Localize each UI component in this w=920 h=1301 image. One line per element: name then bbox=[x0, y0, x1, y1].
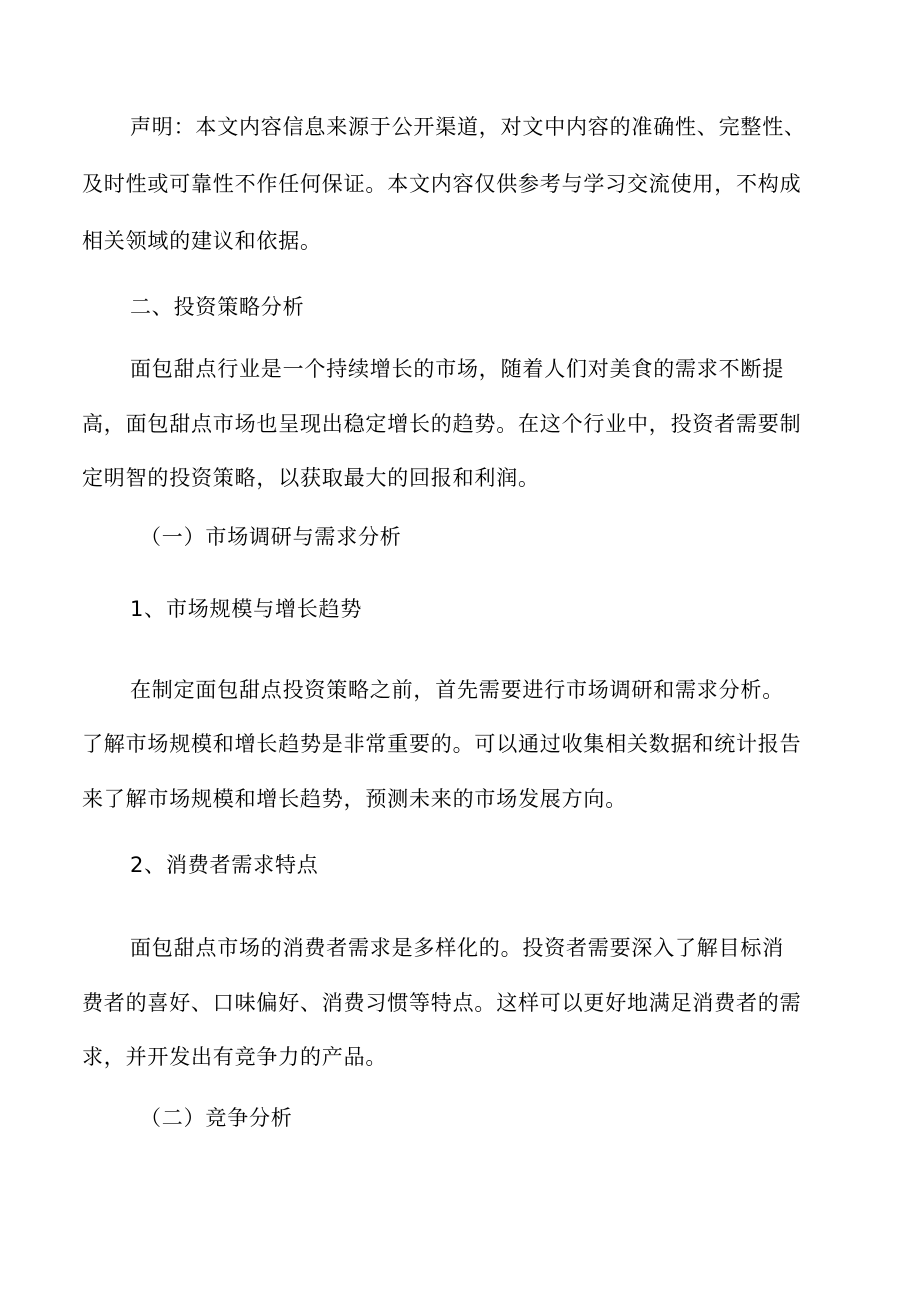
item-1-heading: 1、市场规模与增长趋势 bbox=[130, 597, 363, 621]
disclaimer-line-3: 相关领域的建议和依据。 bbox=[82, 229, 322, 253]
disclaimer-line-2: 及时性或可靠性不作任何保证。本文内容仅供参考与学习交流使用，不构成 bbox=[82, 172, 802, 196]
item-2-heading: 2、消费者需求特点 bbox=[130, 853, 319, 877]
disclaimer-line-1: 声明：本文内容信息来源于公开渠道，对文中内容的准确性、完整性、 bbox=[130, 115, 806, 139]
item-2-line-3: 求，并开发出有竞争力的产品。 bbox=[82, 1045, 388, 1069]
intro-line-1: 面包甜点行业是一个持续增长的市场，随着人们对美食的需求不断提 bbox=[130, 357, 784, 381]
intro-line-2: 高，面包甜点市场也呈现出稳定增长的趋势。在这个行业中，投资者需要制 bbox=[82, 412, 802, 436]
item-2-line-1: 面包甜点市场的消费者需求是多样化的。投资者需要深入了解目标消 bbox=[130, 936, 784, 960]
intro-line-3: 定明智的投资策略，以获取最大的回报和利润。 bbox=[82, 466, 540, 490]
subsection-1-heading: （一）市场调研与需求分析 bbox=[140, 525, 402, 549]
item-1-line-1: 在制定面包甜点投资策略之前，首先需要进行市场调研和需求分析。 bbox=[130, 678, 784, 702]
item-1-line-2: 了解市场规模和增长趋势是非常重要的。可以通过收集相关数据和统计报告 bbox=[82, 732, 802, 756]
item-2-line-2: 费者的喜好、口味偏好、消费习惯等特点。这样可以更好地满足消费者的需 bbox=[82, 991, 802, 1015]
subsection-2-heading: （二）竞争分析 bbox=[140, 1106, 293, 1130]
section-heading: 二、投资策略分析 bbox=[130, 295, 305, 319]
item-1-line-3: 来了解市场规模和增长趋势，预测未来的市场发展方向。 bbox=[82, 787, 627, 811]
